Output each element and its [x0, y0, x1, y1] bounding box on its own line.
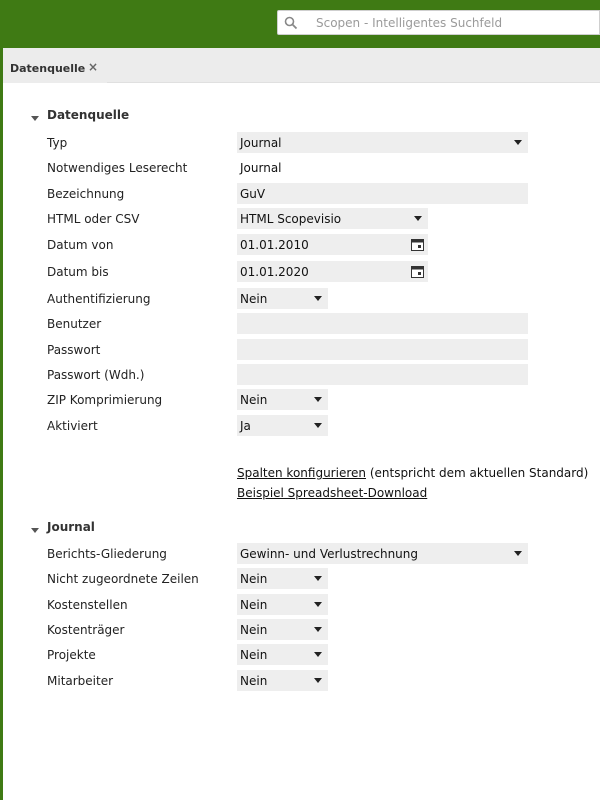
tab-datenquelle[interactable] — [3, 53, 107, 83]
section-header-journal[interactable] — [31, 520, 95, 534]
field-label: HTML oder CSV — [47, 212, 140, 226]
bezeichnung-input[interactable] — [237, 183, 528, 204]
caret-down-icon — [31, 111, 39, 119]
kostentraeger-select[interactable] — [237, 619, 328, 640]
columns-link-row — [237, 466, 588, 480]
caret-down-icon — [31, 523, 39, 531]
chevron-down-icon — [314, 397, 322, 402]
chevron-down-icon — [314, 627, 322, 632]
datum-von-input[interactable] — [237, 234, 428, 255]
kostenstellen-select[interactable] — [237, 594, 328, 615]
chevron-down-icon — [514, 551, 522, 556]
field-label: Typ — [47, 136, 68, 150]
berichts-gliederung-value: Gewinn- und Verlustrechnung — [240, 546, 419, 561]
field-label: Notwendiges Leserecht — [47, 161, 188, 175]
field-label: Datum bis — [47, 265, 109, 279]
kostentraeger-value: Nein — [240, 622, 268, 637]
bezeichnung-value: GuV — [240, 186, 266, 201]
format-select[interactable] — [237, 208, 428, 229]
mitarbeiter-value: Nein — [240, 673, 268, 688]
calendar-icon[interactable] — [411, 238, 424, 251]
search-icon — [278, 11, 304, 34]
tab-label: Datenquelle — [10, 61, 86, 75]
chevron-down-icon — [414, 216, 422, 221]
datum-bis-value: 01.01.2020 — [240, 264, 309, 279]
zip-select[interactable] — [237, 389, 328, 410]
section-header-datenquelle[interactable] — [31, 108, 129, 122]
aktiviert-select[interactable] — [237, 415, 328, 436]
nicht-zugeordnete-select[interactable] — [237, 568, 328, 589]
chevron-down-icon — [314, 602, 322, 607]
zip-value: Nein — [240, 392, 268, 407]
mitarbeiter-select[interactable] — [237, 670, 328, 691]
chevron-down-icon — [314, 678, 322, 683]
field-label: Berichts-Gliederung — [47, 547, 167, 561]
aktiviert-value: Ja — [240, 418, 251, 433]
close-icon[interactable]: × — [87, 60, 99, 74]
passwort-input[interactable] — [237, 339, 528, 360]
field-label: ZIP Komprimierung — [47, 393, 163, 407]
chevron-down-icon — [314, 576, 322, 581]
benutzer-input[interactable] — [237, 313, 528, 334]
chevron-down-icon — [314, 652, 322, 657]
projekte-value: Nein — [240, 647, 268, 662]
passwort-wdh-input[interactable] — [237, 364, 528, 385]
field-label: Aktiviert — [47, 419, 98, 433]
top-bar — [0, 0, 600, 48]
columns-note: (entspricht dem aktuellen Standard) — [366, 466, 589, 480]
chevron-down-icon — [314, 296, 322, 301]
tab-strip — [3, 48, 600, 83]
field-label: Projekte — [47, 648, 96, 662]
field-label: Passwort — [47, 343, 101, 357]
field-label: Passwort (Wdh.) — [47, 368, 145, 382]
field-label: Nicht zugeordnete Zeilen — [47, 572, 199, 586]
format-value: HTML Scopevisio — [240, 211, 342, 226]
field-label: Bezeichnung — [47, 187, 125, 201]
chevron-down-icon — [314, 423, 322, 428]
leserecht-value: Journal — [240, 161, 282, 175]
spreadsheet-download-link[interactable]: Beispiel Spreadsheet-Download — [237, 486, 428, 500]
berichts-gliederung-select[interactable] — [237, 543, 528, 564]
form-content — [3, 84, 600, 800]
search-placeholder: Scopen - Intelligentes Suchfeld — [316, 15, 503, 30]
field-label: Kostenträger — [47, 623, 125, 637]
chevron-down-icon — [514, 140, 522, 145]
field-label: Kostenstellen — [47, 598, 128, 612]
authentifizierung-value: Nein — [240, 291, 268, 306]
authentifizierung-select[interactable] — [237, 288, 328, 309]
search-field[interactable] — [277, 10, 600, 35]
section-title: Journal — [47, 520, 95, 534]
nicht-zugeordnete-value: Nein — [240, 571, 268, 586]
configure-columns-link[interactable]: Spalten konfigurieren — [237, 466, 366, 480]
datum-von-value: 01.01.2010 — [240, 237, 309, 252]
typ-value: Journal — [240, 135, 282, 150]
field-label: Authentifizierung — [47, 292, 151, 306]
field-label: Mitarbeiter — [47, 674, 114, 688]
calendar-icon[interactable] — [411, 265, 424, 278]
datum-bis-input[interactable] — [237, 261, 428, 282]
section-title: Datenquelle — [47, 108, 130, 122]
field-label: Benutzer — [47, 317, 102, 331]
field-label: Datum von — [47, 238, 114, 252]
typ-select[interactable] — [237, 132, 528, 153]
projekte-select[interactable] — [237, 644, 328, 665]
kostenstellen-value: Nein — [240, 597, 268, 612]
